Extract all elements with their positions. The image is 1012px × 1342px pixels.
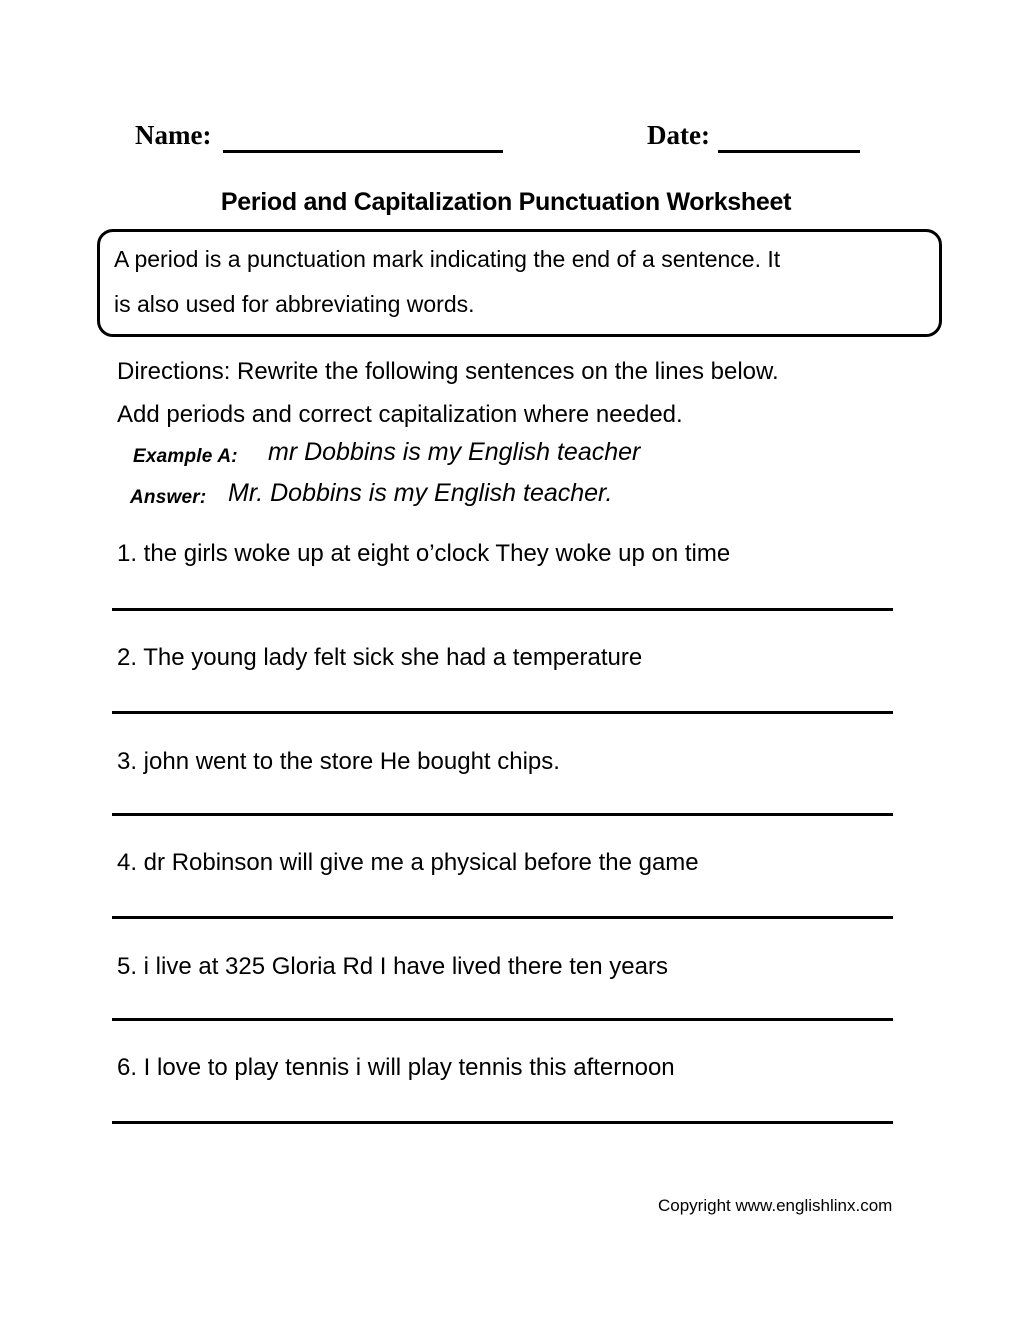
definition-line-1: A period is a punctuation mark indicating the end of a sentence. It: [114, 246, 781, 272]
answer-line-5: [112, 1018, 893, 1021]
answer-line-6: [112, 1121, 893, 1124]
answer-line-4: [112, 916, 893, 919]
answer-label: Answer:: [130, 487, 207, 508]
example-label: Example A:: [133, 446, 238, 467]
example-text: mr Dobbins is my English teacher: [268, 438, 641, 466]
exercise-item-4: 4. dr Robinson will give me a physical before the game: [117, 849, 699, 876]
name-blank-line: [223, 150, 503, 153]
definition-box: [97, 229, 942, 337]
answer-line-3: [112, 813, 893, 816]
answer-text: Mr. Dobbins is my English teacher.: [228, 479, 613, 507]
exercise-item-1: 1. the girls woke up at eight o’clock They woke up on time: [117, 540, 731, 567]
exercise-item-6: 6. I love to play tennis i will play tennis this afternoon: [117, 1054, 675, 1081]
definition-line-2: is also used for abbreviating words.: [114, 291, 475, 317]
directions: [117, 350, 779, 436]
directions-line-1: Directions: Rewrite the following sentences on the lines below.: [117, 358, 779, 385]
page-title: Period and Capitalization Punctuation Worksheet: [220, 188, 792, 216]
exercise-item-3: 3. john went to the store He bought chips.: [117, 748, 560, 775]
directions-line-2: Add periods and correct capitalization where needed.: [117, 401, 683, 428]
copyright-text: Copyright www.englishlinx.com: [658, 1196, 893, 1215]
date-label: Date:: [647, 120, 710, 150]
date-blank-line: [718, 150, 860, 153]
exercise-item-5: 5. i live at 325 Gloria Rd I have lived there ten years: [117, 953, 668, 980]
name-label: Name:: [135, 120, 212, 150]
answer-line-2: [112, 711, 893, 714]
exercise-item-2: 2. The young lady felt sick she had a temperature: [117, 644, 643, 671]
answer-line-1: [112, 608, 893, 611]
